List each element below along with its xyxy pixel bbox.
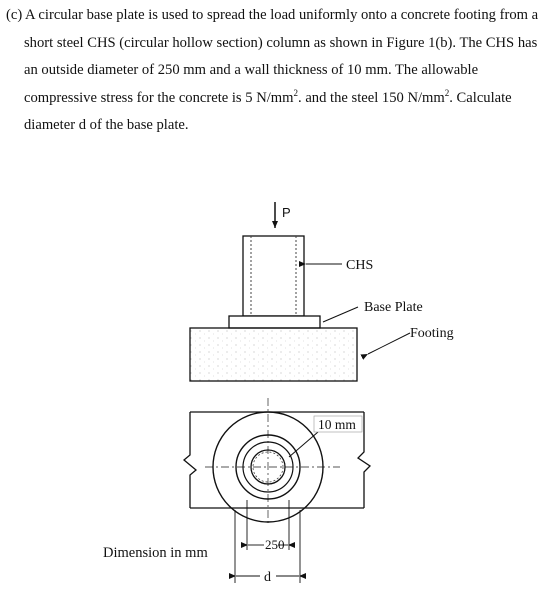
question-line-2: short steel CHS (circular hollow section) column as shown in Figure 1(b). The CHS has bbox=[24, 34, 538, 51]
question-line-4: compressive stress for the concrete is 5 $N/mm^2$. and the steel 150 $N/mm^2$. Calculate bbox=[24, 87, 512, 106]
footing-break-left bbox=[184, 412, 196, 508]
question-line-1: (c) A circular base plate is used to spread the load uniformly onto a concrete footing from a bbox=[6, 7, 539, 23]
question-line-5: diameter d of the base plate. bbox=[24, 117, 189, 133]
footing-label: Footing bbox=[410, 326, 454, 341]
footing bbox=[190, 328, 357, 381]
base-plate-label: Base Plate bbox=[364, 300, 423, 315]
thickness-leader bbox=[289, 432, 318, 457]
elevation-view bbox=[190, 202, 454, 381]
dimension-note: Dimension in mm bbox=[103, 545, 208, 561]
load-label: P bbox=[282, 205, 291, 220]
footing-leader bbox=[368, 333, 410, 354]
dimension-250: 250 bbox=[265, 537, 285, 552]
base-plate bbox=[229, 316, 320, 328]
chs-label: CHS bbox=[346, 258, 374, 273]
chs-column bbox=[243, 236, 304, 316]
dimension-d: d bbox=[264, 570, 271, 585]
question-line-3: an outside diameter of 250 mm and a wall thickness of 10 mm. The allowable bbox=[24, 62, 479, 78]
question-label: (c) bbox=[6, 7, 23, 23]
base-plate-leader bbox=[323, 307, 358, 322]
plan-view bbox=[103, 398, 370, 585]
thickness-label: 10 mm bbox=[318, 417, 356, 432]
